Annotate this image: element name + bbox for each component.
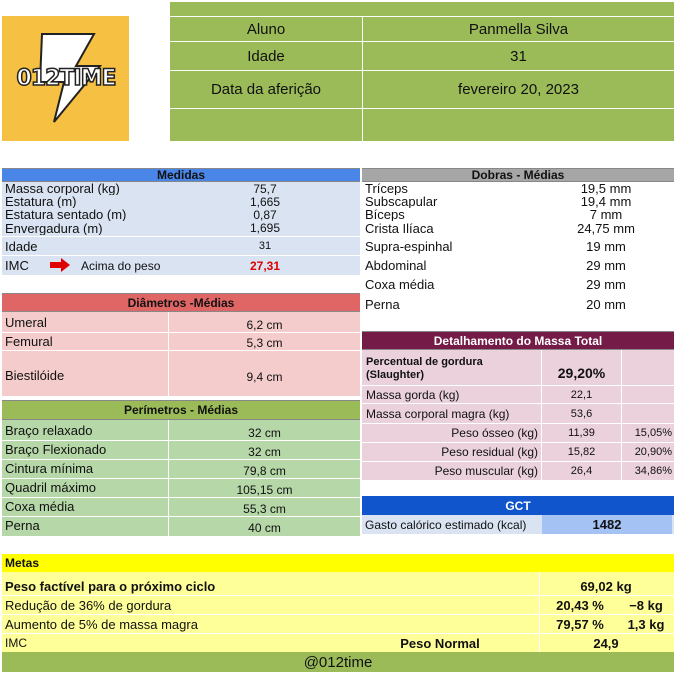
arrow-right-icon: [50, 258, 70, 272]
metas-imc-status: Peso Normal: [400, 635, 480, 651]
reducao-kg: −8 kg: [629, 597, 663, 613]
medidas-label: Massa corporal (kg): [5, 182, 120, 195]
reducao-pct: 20,43 %: [556, 597, 604, 613]
massa-gorda-label: Massa gorda (kg): [366, 387, 460, 402]
aumento-kg: 1,3 kg: [627, 616, 665, 632]
diametros-title: Diâmetros -Médias: [2, 293, 360, 312]
dobras-value: 29 mm: [586, 258, 626, 273]
perimetros-value: 105,15 cm: [236, 482, 293, 497]
medidas-value: 75,7: [253, 182, 277, 195]
gordura-value: 29,20%: [557, 365, 606, 381]
massa-magra-value: 53,6: [570, 407, 593, 420]
aluno-value: Panmella Silva: [468, 20, 569, 38]
dobras-label: Coxa média: [365, 277, 435, 292]
idade-value: 31: [510, 47, 527, 65]
detalhe-label: Peso ósseo (kg): [451, 426, 538, 440]
aumento-label: Aumento de 5% de massa magra: [5, 616, 198, 632]
detalhe-value: 11,39: [568, 427, 595, 439]
perimetros-value: 32 cm: [248, 444, 281, 459]
medidas-value: 31: [258, 240, 272, 252]
perimetros-label: Quadril máximo: [5, 480, 97, 495]
massa-magra-label: Massa corporal magra (kg): [366, 406, 510, 421]
dobras-label: Subscapular: [365, 195, 438, 208]
perimetros-label: Cintura mínima: [5, 461, 94, 476]
footer-handle: @012time: [2, 652, 674, 672]
diametros-value: 9,4 cm: [246, 370, 283, 384]
detalhe-value: 15,82: [567, 446, 596, 458]
reducao-label: Redução de 36% de gordura: [5, 597, 172, 613]
metas-imc-value: 24,9: [593, 635, 619, 651]
gct-value: 1482: [542, 515, 672, 534]
perimetros-label: Coxa média: [5, 499, 75, 514]
medidas-value: 1,695: [249, 221, 281, 235]
perimetros-title: Perímetros - Médias: [2, 400, 360, 420]
gct-title: GCT: [362, 496, 674, 515]
data-value: fevereiro 20, 2023: [458, 81, 579, 98]
perimetros-value: 79,8 cm: [243, 463, 286, 478]
dobras-value: 19,4 mm: [580, 195, 632, 208]
logo: [2, 16, 129, 141]
medidas-value: 1,665: [249, 195, 281, 208]
perimetros-label: Perna: [5, 518, 40, 533]
dobras-label: Tríceps: [365, 182, 408, 195]
massa-gorda-value: 22,1: [570, 388, 593, 401]
imc-value: 27,31: [249, 258, 281, 273]
dobras-value: 20 mm: [586, 296, 626, 312]
detalhe-pct: 15,05%: [634, 427, 672, 439]
detalhamento-title: Detalhamento do Massa Total: [362, 331, 674, 350]
diametros-label: Femural: [5, 333, 53, 349]
perimetros-value: 32 cm: [248, 425, 281, 440]
detalhe-pct: 34,86%: [634, 465, 672, 477]
detalhe-pct: 20,90%: [634, 446, 672, 458]
diametros-value: 6,2 cm: [246, 317, 283, 332]
detalhe-label: Peso residual (kg): [441, 445, 538, 459]
data-label: Data da aferição: [210, 81, 322, 98]
imc-label: IMC: [5, 258, 29, 273]
gordura-label: Percentual de gordura (Slaughter): [366, 356, 483, 381]
peso-value: 69,02 kg: [580, 579, 632, 594]
perimetros-value: 40 cm: [248, 520, 281, 535]
dobras-value: 29 mm: [586, 277, 626, 292]
perimetros-value: 55,3 cm: [243, 501, 286, 516]
dobras-label: Crista Ilíaca: [365, 221, 434, 236]
dobras-value: 19 mm: [586, 239, 626, 254]
medidas-value: 0,87: [253, 208, 277, 221]
medidas-label: Envergadura (m): [5, 221, 103, 235]
dobras-value: 24,75 mm: [577, 221, 635, 236]
medidas-label: Idade: [5, 238, 38, 254]
medidas-title: Medidas: [2, 168, 360, 182]
dobras-title: Dobras - Médias: [362, 168, 674, 182]
dobras-label: Bíceps: [365, 208, 405, 221]
perimetros-label: Braço relaxado: [5, 423, 93, 438]
dobras-label: Perna: [365, 296, 400, 312]
peso-label: Peso factível para o próximo ciclo: [5, 579, 216, 594]
medidas-label: Estatura sentado (m): [5, 208, 127, 221]
gct-label: Gasto calórico estimado (kcal): [365, 518, 527, 532]
imc-status: Acima do peso: [81, 258, 161, 273]
metas-imc-label: IMC: [5, 636, 27, 650]
detalhe-label: Peso muscular (kg): [434, 464, 538, 478]
aumento-pct: 79,57 %: [556, 616, 604, 632]
diametros-label: Umeral: [5, 315, 47, 330]
perimetros-label: Braço Flexionado: [5, 442, 107, 457]
aluno-label: Aluno: [246, 20, 286, 38]
idade-label: Idade: [247, 47, 285, 65]
metas-title: Metas: [2, 554, 674, 572]
diametros-label: Biestilóide: [5, 367, 65, 383]
detalhe-value: 26,4: [570, 465, 593, 477]
dobras-value: 19,5 mm: [580, 182, 632, 195]
dobras-label: Abdominal: [365, 258, 427, 273]
dobras-label: Supra-espinhal: [365, 239, 453, 254]
logo-text: 012TIME: [16, 65, 116, 91]
medidas-label: Estatura (m): [5, 195, 77, 208]
diametros-value: 5,3 cm: [246, 336, 283, 350]
dobras-value: 7 mm: [589, 208, 623, 221]
